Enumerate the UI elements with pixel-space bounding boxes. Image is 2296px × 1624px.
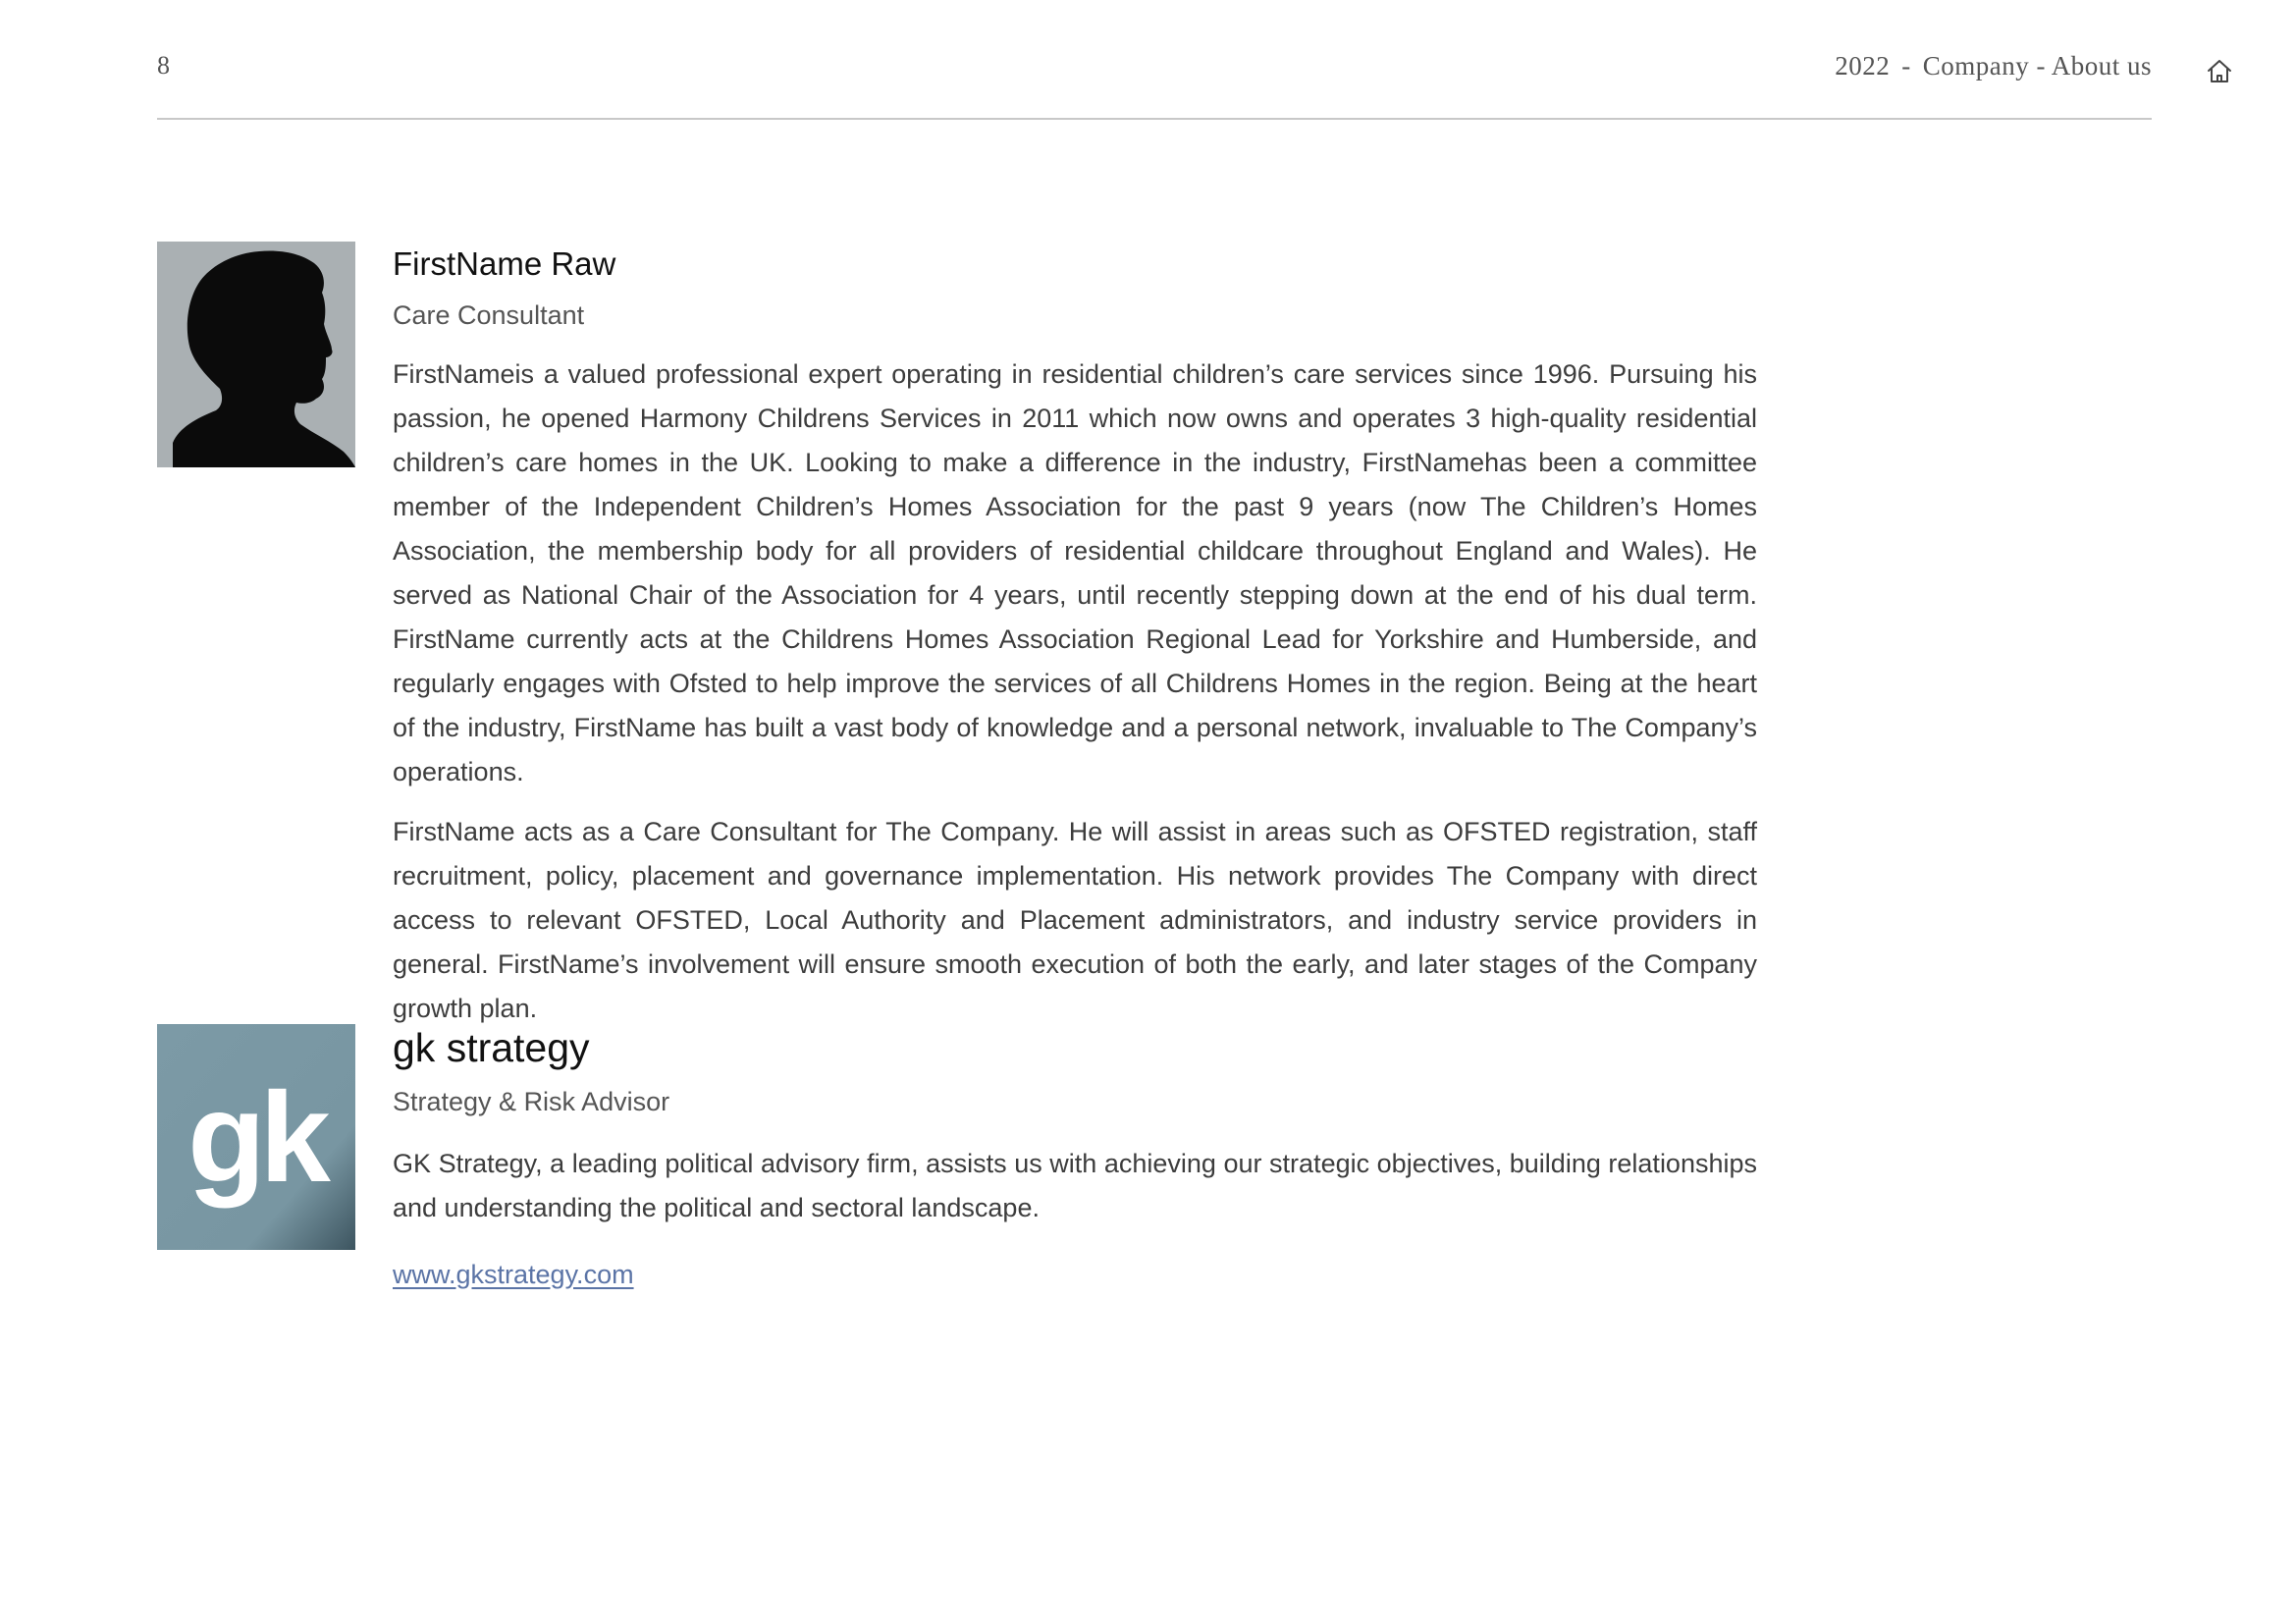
page-header xyxy=(157,0,2152,120)
profile-name: FirstName Raw xyxy=(393,245,616,282)
profile-content xyxy=(393,1024,1757,1290)
person-silhouette-icon xyxy=(157,242,355,467)
breadcrumb-year: 2022 xyxy=(1835,51,1891,81)
profile-name: gk strategy xyxy=(393,1025,590,1070)
portrait-image xyxy=(157,242,355,467)
gk-logo-icon xyxy=(157,1024,355,1250)
breadcrumb-section[interactable]: Company - About us xyxy=(1922,51,2152,81)
website-link[interactable]: www.gkstrategy.com xyxy=(393,1259,634,1289)
breadcrumb-separator: - xyxy=(1901,51,1911,81)
profile-role: Care Consultant xyxy=(393,299,585,330)
profile-bio-paragraph: GK Strategy, a leading political advisory firm, assists us with achieving our strategic objectives, building relationships and understanding the political and sectoral landscape. xyxy=(393,1148,1757,1222)
profile-content xyxy=(393,242,1757,1031)
page-number: 8 xyxy=(157,51,171,80)
logo-text: gk xyxy=(187,1065,325,1209)
profile-bio-paragraph: FirstName acts as a Care Consultant for The Company. He will assist in areas such as OFSTED registration, staff recruitment, policy, placement and governance implementation. His network provides The Company with direct access to relevant OFSTED, Local Authority and Placement administrators, and industry service providers in general. FirstName’s involvement will ensure smooth execution of both the early, and later stages of the Company growth plan. xyxy=(393,816,1757,1023)
home-icon[interactable] xyxy=(2205,57,2234,86)
company-logo xyxy=(157,1024,355,1250)
profile-role: Strategy & Risk Advisor xyxy=(393,1087,670,1117)
profile-bio-paragraph: FirstNameis a valued professional expert operating in residential children’s care services since 1996. Pursuing his passion, he opened Harmony Childrens Services in 2011 which now owns and operates 3 high-quality residential children’s care homes in the UK. Looking to make a difference in the industry, FirstNamehas been a committee member of the Independent Children’s Homes Association for the past 9 years (now The Children’s Homes Association, the membership body for all providers of residential childcare throughout England and Wales). He served as National Chair of the Association for 4 years, until recently stepping down at the end of his dual term. FirstName currently acts at the Childrens Homes Association Regional Lead for Yorkshire and Humberside, and regularly engages with Ofsted to help improve the services of all Childrens Homes in the region. Being at the heart of the industry, FirstName has built a vast body of knowledge and a personal network, invaluable to The Company’s operations. xyxy=(393,358,1757,786)
home-icon-graphic xyxy=(2205,57,2234,86)
breadcrumb xyxy=(1835,51,2152,81)
